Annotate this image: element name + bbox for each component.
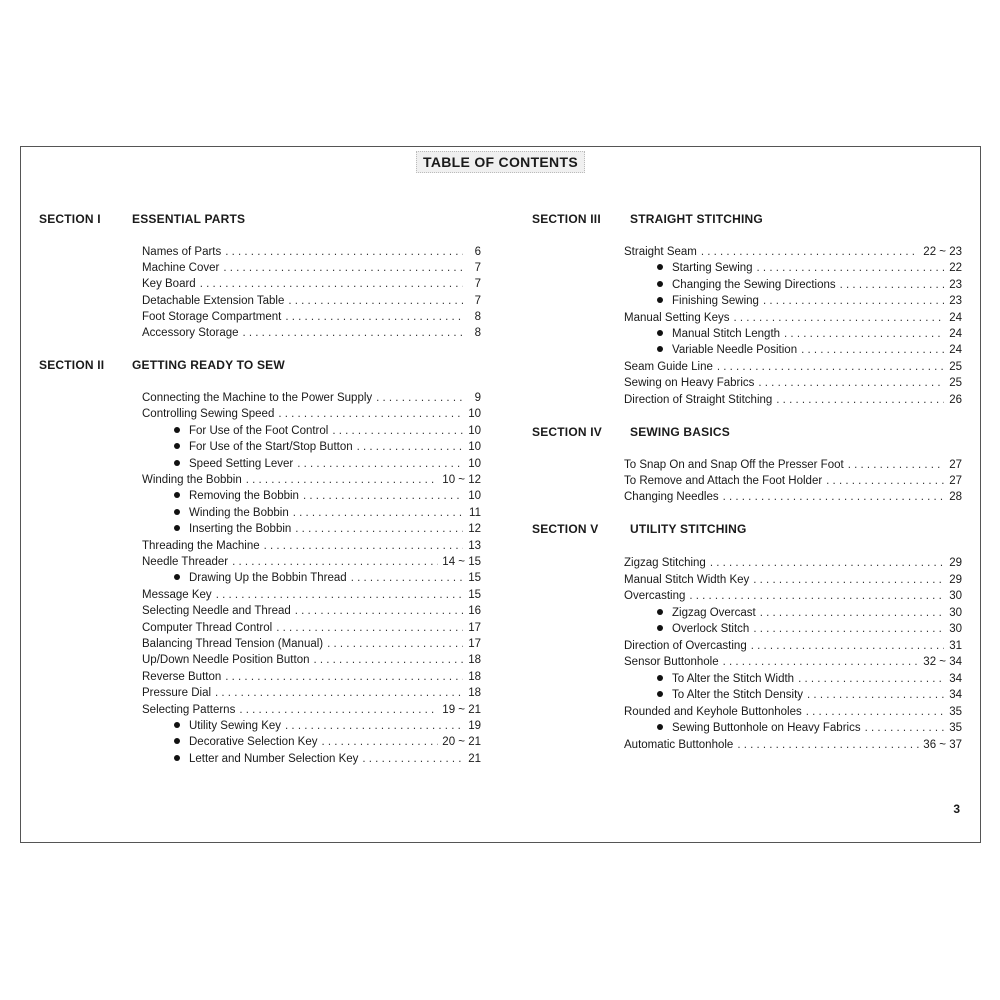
entry-page: 10 — [468, 457, 481, 470]
bullet-icon — [657, 264, 663, 270]
dot-leader — [351, 570, 463, 586]
dot-leader — [362, 751, 463, 767]
bullet-icon — [174, 443, 180, 449]
entry-label: Sensor Buttonhole — [624, 656, 719, 668]
dot-leader — [285, 309, 463, 325]
entry-page: 18 — [468, 687, 481, 700]
entry-label: Winding the Bobbin — [189, 506, 289, 519]
entry-page: 36 ~ 37 — [923, 738, 962, 751]
entry-label: Connecting the Machine to the Power Supply — [142, 392, 373, 404]
toc-subentry — [657, 260, 962, 276]
toc-entry — [142, 603, 481, 619]
entry-page: 19 ~ 21 — [442, 703, 481, 716]
dot-leader — [753, 621, 944, 637]
entry-page: 15 — [468, 572, 481, 585]
entry-label: Changing the Sewing Directions — [672, 278, 836, 291]
toc-subentry — [174, 521, 481, 537]
entry-page: 6 — [474, 246, 481, 258]
toc-subentry — [657, 605, 962, 621]
section-title: SEWING BASICS — [630, 425, 730, 439]
entry-label: Removing the Bobbin — [189, 490, 299, 503]
toc-entry — [624, 457, 962, 473]
bullet-icon — [657, 675, 663, 681]
toc-entry — [142, 390, 481, 406]
toc-entry — [142, 406, 481, 422]
entry-label: To Alter the Stitch Density — [672, 689, 804, 701]
entry-label: Computer Thread Control — [142, 621, 273, 634]
dot-leader — [763, 293, 944, 309]
bullet-icon — [174, 525, 180, 531]
entry-label: Up/Down Needle Position Button — [142, 654, 310, 667]
entry-label: Manual Stitch Length — [672, 328, 781, 340]
bullet-icon — [174, 574, 180, 580]
entry-label: Foot Storage Compartment — [142, 310, 282, 323]
toc-entry — [624, 473, 962, 489]
dot-leader — [865, 720, 944, 736]
toc-subentry — [174, 439, 481, 455]
dot-leader — [826, 473, 944, 489]
dot-leader — [376, 390, 463, 406]
entry-label: For Use of the Start/Stop Button — [189, 441, 353, 454]
dot-leader — [751, 638, 944, 654]
entry-page: 10 ~ 12 — [442, 474, 481, 486]
entry-label: Decorative Selection Key — [189, 736, 318, 749]
toc-entry — [142, 325, 481, 341]
entry-page: 16 — [468, 605, 481, 618]
section-heading — [532, 425, 730, 439]
toc-entry — [142, 472, 481, 488]
entry-page: 8 — [474, 310, 481, 323]
entry-label: Sewing on Heavy Fabrics — [624, 377, 755, 390]
toc-entry — [142, 293, 481, 309]
entry-label: Controlling Sewing Speed — [142, 408, 275, 421]
entry-page: 10 — [468, 408, 481, 421]
entry-page: 30 — [949, 623, 962, 635]
toc-subentry — [174, 488, 481, 504]
entry-label: Rounded and Keyhole Buttonholes — [624, 705, 802, 718]
dot-leader — [303, 488, 463, 504]
entry-page: 27 — [949, 459, 962, 471]
dot-leader — [710, 555, 944, 571]
entry-label: Letter and Number Selection Key — [189, 752, 359, 765]
entry-label: To Remove and Attach the Foot Holder — [624, 475, 823, 488]
dot-leader — [784, 326, 944, 342]
section-heading — [39, 212, 246, 226]
entry-page: 8 — [474, 327, 481, 339]
dot-leader — [760, 605, 944, 621]
toc-entry — [142, 244, 481, 260]
entry-label: To Alter the Stitch Width — [672, 672, 795, 685]
entry-page: 10 — [468, 441, 481, 454]
toc-entry — [142, 587, 481, 603]
section-title: UTILITY STITCHING — [630, 522, 747, 536]
dot-leader — [701, 244, 919, 260]
bullet-icon — [657, 625, 663, 631]
toc-subentry — [174, 718, 481, 734]
section-number: SECTION I — [39, 212, 101, 226]
toc-subentry — [657, 671, 962, 687]
entry-label: Speed Setting Lever — [189, 457, 294, 470]
entry-label: Accessory Storage — [142, 327, 239, 339]
toc-entry — [142, 685, 481, 701]
entry-page: 32 ~ 34 — [923, 656, 962, 668]
entry-label: Inserting the Bobbin — [189, 523, 292, 536]
entry-page: 18 — [468, 670, 481, 683]
dot-leader — [295, 603, 463, 619]
dot-leader — [758, 375, 944, 391]
toc-entry — [624, 310, 962, 326]
entry-label: Seam Guide Line — [624, 360, 713, 373]
dot-leader — [689, 588, 944, 604]
dot-leader — [757, 260, 944, 276]
dot-leader — [798, 671, 944, 687]
entry-page: 17 — [468, 638, 481, 650]
dot-leader — [288, 293, 463, 309]
entry-page: 27 — [949, 475, 962, 488]
entry-label: Needle Threader — [142, 556, 229, 568]
dot-leader — [225, 244, 463, 260]
bullet-icon — [174, 492, 180, 498]
toc-subentry — [657, 687, 962, 703]
entry-label: Manual Stitch Width Key — [624, 573, 750, 586]
dot-leader — [295, 521, 463, 537]
dot-leader — [723, 654, 920, 670]
entry-label: Message Key — [142, 588, 212, 601]
bullet-icon — [657, 724, 663, 730]
dot-leader — [293, 505, 463, 521]
entry-page: 34 — [949, 689, 962, 701]
entry-page: 29 — [949, 557, 962, 569]
entry-page: 15 — [468, 588, 481, 601]
entry-page: 11 — [469, 506, 481, 519]
entry-page: 20 ~ 21 — [442, 736, 481, 749]
entry-label: Straight Seam — [624, 246, 697, 258]
entry-label: Changing Needles — [624, 491, 719, 504]
toc-subentry — [657, 277, 962, 293]
section-number: SECTION V — [532, 522, 599, 536]
section-number: SECTION III — [532, 212, 601, 226]
dot-leader — [246, 472, 439, 488]
entry-label: Detachable Extension Table — [142, 294, 285, 307]
entry-label: Reverse Button — [142, 670, 222, 683]
entry-label: Overcasting — [624, 590, 686, 602]
toc-subentry — [657, 720, 962, 736]
dot-leader — [321, 734, 438, 750]
entry-label: Direction of Overcasting — [624, 639, 747, 652]
entry-page: 12 — [468, 523, 481, 536]
entry-label: Manual Setting Keys — [624, 311, 730, 324]
entry-page: 9 — [474, 392, 481, 404]
entry-page: 26 — [949, 393, 962, 406]
entry-page: 23 — [949, 278, 962, 291]
bullet-icon — [174, 427, 180, 433]
toc-entry — [142, 669, 481, 685]
entry-page: 35 — [949, 705, 962, 718]
toc-subentry — [657, 326, 962, 342]
toc-entry — [624, 359, 962, 375]
toc-entry — [142, 636, 481, 652]
entry-page: 13 — [468, 539, 481, 552]
dot-leader — [223, 260, 463, 276]
entry-page: 19 — [468, 720, 481, 732]
toc-subentry — [174, 734, 481, 750]
entry-label: Direction of Straight Stitching — [624, 393, 773, 406]
entry-label: Key Board — [142, 278, 196, 291]
entry-page: 14 ~ 15 — [442, 556, 481, 568]
entry-page: 23 — [949, 295, 962, 308]
entry-label: Automatic Buttonhole — [624, 738, 734, 751]
bullet-icon — [174, 738, 180, 744]
entry-page: 7 — [474, 294, 481, 307]
dot-leader — [314, 652, 464, 668]
toc-entry — [624, 375, 962, 391]
toc-entry — [624, 555, 962, 571]
section-heading — [532, 522, 747, 536]
entry-label: Starting Sewing — [672, 262, 753, 275]
entry-label: Machine Cover — [142, 262, 220, 275]
toc-entry — [624, 638, 962, 654]
dot-leader — [327, 636, 463, 652]
section-number: SECTION II — [39, 358, 105, 372]
dot-leader — [753, 572, 944, 588]
entry-page: 18 — [468, 654, 481, 667]
toc-entry — [624, 654, 962, 670]
dot-leader — [723, 489, 944, 505]
entry-label: Variable Needle Position — [672, 344, 798, 357]
toc-subentry — [174, 456, 481, 472]
bullet-icon — [657, 297, 663, 303]
toc-subentry — [657, 293, 962, 309]
toc-entry — [624, 704, 962, 720]
entry-page: 30 — [949, 590, 962, 602]
toc-subentry — [657, 621, 962, 637]
entry-page: 29 — [949, 573, 962, 586]
entry-label: For Use of the Foot Control — [189, 424, 329, 437]
dot-leader — [840, 277, 944, 293]
toc-entry — [624, 572, 962, 588]
toc-entry — [142, 620, 481, 636]
dot-leader — [285, 718, 463, 734]
toc-subentry — [174, 423, 481, 439]
entry-label: Utility Sewing Key — [189, 720, 282, 732]
toc-entry — [142, 652, 481, 668]
entry-label: Balancing Thread Tension (Manual) — [142, 638, 324, 650]
dot-leader — [297, 456, 463, 472]
entry-label: To Snap On and Snap Off the Presser Foot — [624, 459, 844, 471]
page-number: 3 — [953, 802, 960, 816]
section-number: SECTION IV — [532, 425, 603, 439]
toc-entry — [142, 276, 481, 292]
entry-page: 21 — [468, 752, 481, 765]
toc-subentry — [174, 751, 481, 767]
entry-page: 7 — [474, 278, 481, 291]
dot-leader — [801, 342, 944, 358]
entry-page: 25 — [949, 360, 962, 373]
dot-leader — [276, 620, 463, 636]
bullet-icon — [657, 330, 663, 336]
entry-label: Selecting Patterns — [142, 703, 236, 716]
entry-page: 28 — [949, 491, 962, 504]
toc-entry — [624, 489, 962, 505]
section-heading — [39, 358, 285, 372]
entry-page: 17 — [468, 621, 481, 634]
dot-leader — [216, 587, 463, 603]
entry-label: Winding the Bobbin — [142, 474, 242, 486]
entry-page: 31 — [949, 639, 962, 652]
entry-label: Pressure Dial — [142, 687, 212, 700]
manual-page — [20, 146, 981, 843]
dot-leader — [278, 406, 463, 422]
bullet-icon — [657, 281, 663, 287]
dot-leader — [717, 359, 944, 375]
dot-leader — [200, 276, 463, 292]
toc-subentry — [657, 342, 962, 358]
bullet-icon — [657, 691, 663, 697]
dot-leader — [737, 737, 919, 753]
entry-page: 7 — [474, 262, 481, 275]
bullet-icon — [174, 460, 180, 466]
entry-label: Selecting Needle and Thread — [142, 605, 291, 618]
page-title: TABLE OF CONTENTS — [21, 151, 980, 173]
entry-page: 22 ~ 23 — [923, 246, 962, 258]
dot-leader — [776, 392, 944, 408]
toc-entry — [142, 309, 481, 325]
entry-label: Threading the Machine — [142, 539, 260, 552]
bullet-icon — [174, 509, 180, 515]
toc-entry — [624, 392, 962, 408]
entry-page: 34 — [949, 672, 962, 685]
dot-leader — [264, 538, 463, 554]
entry-page: 22 — [949, 262, 962, 275]
bullet-icon — [174, 722, 180, 728]
entry-label: Overlock Stitch — [672, 623, 750, 635]
toc-entry — [142, 260, 481, 276]
bullet-icon — [174, 755, 180, 761]
dot-leader — [243, 325, 463, 341]
toc-entry — [142, 538, 481, 554]
toc-entry — [624, 737, 962, 753]
entry-label: Finishing Sewing — [672, 295, 759, 308]
dot-leader — [232, 554, 438, 570]
entry-page: 24 — [949, 328, 962, 340]
bullet-icon — [657, 346, 663, 352]
toc-entry — [624, 244, 962, 260]
entry-page: 24 — [949, 311, 962, 324]
dot-leader — [357, 439, 463, 455]
dot-leader — [215, 685, 463, 701]
entry-label: Sewing Buttonhole on Heavy Fabrics — [672, 722, 861, 734]
entry-page: 10 — [468, 424, 481, 437]
entry-page: 24 — [949, 344, 962, 357]
entry-page: 25 — [949, 377, 962, 390]
dot-leader — [225, 669, 463, 685]
section-title: ESSENTIAL PARTS — [132, 212, 246, 226]
dot-leader — [806, 704, 944, 720]
entry-page: 35 — [949, 722, 962, 734]
entry-label: Zigzag Overcast — [672, 606, 756, 619]
dot-leader — [848, 457, 944, 473]
bullet-icon — [657, 609, 663, 615]
toc-subentry — [174, 570, 481, 586]
toc-entry — [624, 588, 962, 604]
dot-leader — [332, 423, 463, 439]
entry-label: Names of Parts — [142, 246, 222, 258]
section-title: GETTING READY TO SEW — [132, 358, 285, 372]
toc-entry — [142, 554, 481, 570]
section-title: STRAIGHT STITCHING — [630, 212, 763, 226]
toc-entry — [142, 702, 481, 718]
dot-leader — [807, 687, 944, 703]
entry-page: 30 — [949, 606, 962, 619]
toc-subentry — [174, 505, 481, 521]
dot-leader — [239, 702, 438, 718]
section-heading — [532, 212, 763, 226]
entry-label: Drawing Up the Bobbin Thread — [189, 572, 347, 585]
entry-label: Zigzag Stitching — [624, 557, 706, 569]
entry-page: 10 — [468, 490, 481, 503]
dot-leader — [733, 310, 944, 326]
